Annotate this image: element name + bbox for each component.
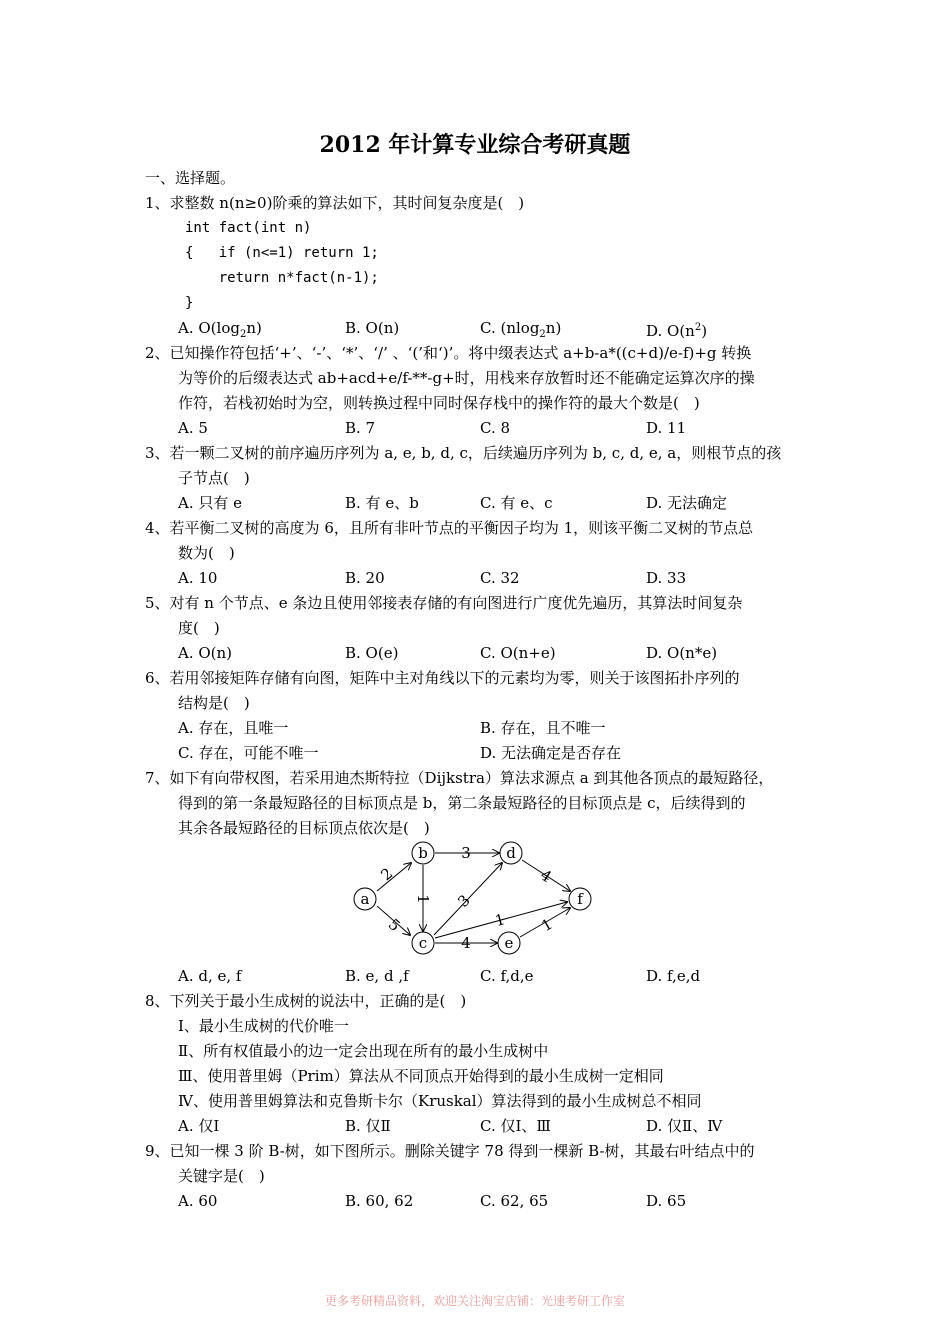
question-8-item: Ⅲ、使用普里姆（Prim）算法从不同顶点开始得到的最小生成树一定相同 [178, 1067, 664, 1085]
question-2-line: 作符，若栈初始时为空，则转换过程中同时保存栈中的操作符的最大个数是( ) [178, 394, 700, 412]
question-7-line: 7、如下有向带权图，若采用迪杰斯特拉（Dijkstra）算法求源点 a 到其他各顶点的最短路径， [145, 769, 774, 787]
question-6-line: 结构是( ) [178, 694, 250, 712]
question-2-line: 2、已知操作符包括‘+’、‘-’、‘*’、‘/’ 、‘(’和‘)’。将中缀表达式 a+b-a*((c+d)/e-f)+g 转换 [145, 344, 752, 362]
node-label-b: b [418, 844, 428, 862]
page-title: 2012 年计算专业综合考研真题 [319, 132, 631, 158]
node-label-c: c [418, 934, 428, 952]
q8-option-a: A. 仅Ⅰ [178, 1117, 220, 1135]
q6-option-d: D. 无法确定是否存在 [480, 744, 622, 762]
question-7-line: 得到的第一条最短路径的目标顶点是 b，第二条最短路径的目标顶点是 c，后续得到的 [178, 794, 746, 812]
q7-option-a: A. d, e, f [178, 967, 242, 985]
edge-weight-c-f: 1 [493, 910, 507, 930]
q5-option-a: A. O(n) [178, 644, 233, 662]
q9-option-d: D. 65 [646, 1192, 687, 1210]
question-4-line: 4、若平衡二叉树的高度为 6，且所有非叶节点的平衡因子均为 1，则该平衡二叉树的节点总 [145, 519, 754, 537]
question-8-item: Ⅱ、所有权值最小的边一定会出现在所有的最小生成树中 [178, 1042, 549, 1060]
q3-option-c: C. 有 e、c [480, 494, 553, 512]
q6-option-a: A. 存在，且唯一 [178, 719, 289, 737]
code-line: { if (n<=1) return 1; [185, 245, 379, 261]
q5-option-c: C. O(n+e) [480, 644, 556, 662]
q6-option-b: B. 存在，且不唯一 [480, 719, 606, 737]
question-3-line: 子节点( ) [178, 469, 250, 487]
question-9-line: 9、已知一棵 3 阶 B-树，如下图所示。删除关键字 78 得到一棵新 B-树，其最右叶结点中的 [145, 1142, 755, 1160]
q2-option-a: A. 5 [178, 419, 208, 437]
q5-option-d: D. O(n*e) [646, 644, 718, 662]
q1-option-b: B. O(n) [345, 319, 400, 337]
code-line: return n*fact(n-1); [185, 270, 379, 286]
footer-promo: 更多考研精品资料，欢迎关注淘宝店铺：光速考研工作室 [324, 1294, 625, 1308]
question-2-line: 为等价的后缀表达式 ab+acd+e/f-**-g+时，用栈来存放暂时还不能确定运算次序的操 [178, 369, 755, 387]
q4-option-d: D. 33 [646, 569, 687, 587]
edge-weight-d-f: 4 [537, 865, 555, 887]
q4-option-c: C. 32 [480, 569, 520, 587]
question-7-line: 其余各最短路径的目标顶点依次是( ) [178, 819, 430, 837]
edge-weight-e-f: 1 [538, 914, 556, 936]
question-4-line: 数为( ) [178, 544, 235, 562]
node-label-e: e [504, 934, 514, 952]
q5-option-b: B. O(e) [345, 644, 399, 662]
question-6-line: 6、若用邻接矩阵存储有向图，矩阵中主对角线以下的元素均为零，则关于该图拓扑序列的 [145, 669, 740, 687]
question-5-line: 度( ) [178, 619, 220, 637]
section-heading: 一、选择题。 [145, 169, 236, 187]
edge-weight-a-c: 5 [384, 915, 404, 936]
weighted-digraph [340, 838, 610, 968]
question-3-line: 3、若一颗二叉树的前序遍历序列为 a, e, b, d, c，后续遍历序列为 b, c, d, e, a，则根节点的孩 [145, 444, 782, 462]
q2-option-c: C. 8 [480, 419, 511, 437]
node-label-d: d [506, 844, 516, 862]
q2-option-d: D. 11 [646, 419, 687, 437]
edge-weight-c-d: 3 [454, 891, 474, 911]
q1-option-c: C. (nlog$_2$n) [480, 319, 562, 340]
q2-option-b: B. 7 [345, 419, 376, 437]
code-line: } [185, 295, 194, 311]
q7-option-d: D. f,e,d [646, 967, 701, 985]
node-label-f: f [577, 890, 583, 908]
q7-option-c: C. f,d,e [480, 967, 534, 985]
q8-option-d: D. 仅Ⅱ、Ⅳ [646, 1117, 723, 1135]
question-9-line: 关键字是( ) [178, 1167, 265, 1185]
q6-option-c: C. 存在，可能不唯一 [178, 744, 319, 762]
q3-option-a: A. 只有 e [178, 494, 243, 512]
question-5-line: 5、对有 n 个节点、e 条边且使用邻接表存储的有向图进行广度优先遍历，其算法时间复杂 [145, 594, 743, 612]
question-8-item: Ⅳ、使用普里姆算法和克鲁斯卡尔（Kruskal）算法得到的最小生成树总不相同 [178, 1092, 702, 1110]
q9-option-c: C. 62, 65 [480, 1192, 549, 1210]
q3-option-d: D. 无法确定 [646, 494, 728, 512]
q3-option-b: B. 有 e、b [345, 494, 419, 512]
q4-option-b: B. 20 [345, 569, 385, 587]
question-1-stem: 1、求整数 n(n≥0)阶乘的算法如下，其时间复杂度是( ) [145, 194, 525, 212]
q4-option-a: A. 10 [178, 569, 218, 587]
node-label-a: a [360, 890, 370, 908]
q8-option-b: B. 仅Ⅱ [345, 1117, 391, 1135]
edge-weight-b-d: 3 [461, 844, 471, 862]
question-8-item: Ⅰ、最小生成树的代价唯一 [178, 1017, 349, 1035]
q7-option-b: B. e, d ,f [345, 967, 409, 985]
q8-option-c: C. 仅Ⅰ、Ⅲ [480, 1117, 551, 1135]
q9-option-a: A. 60 [178, 1192, 218, 1210]
q1-option-d: D. $O(n^2)$ [646, 322, 708, 340]
edge-weight-b-c: 1 [414, 894, 432, 904]
code-line: int fact(int n) [185, 220, 312, 236]
edge-weight-c-e: 4 [461, 934, 471, 952]
edge-weight-a-b: 2 [377, 864, 397, 885]
q1-option-a: A. $O(\log_2n)$ [178, 319, 262, 340]
q9-option-b: B. 60, 62 [345, 1192, 414, 1210]
question-8-stem: 8、下列关于最小生成树的说法中，正确的是( ) [145, 992, 467, 1010]
